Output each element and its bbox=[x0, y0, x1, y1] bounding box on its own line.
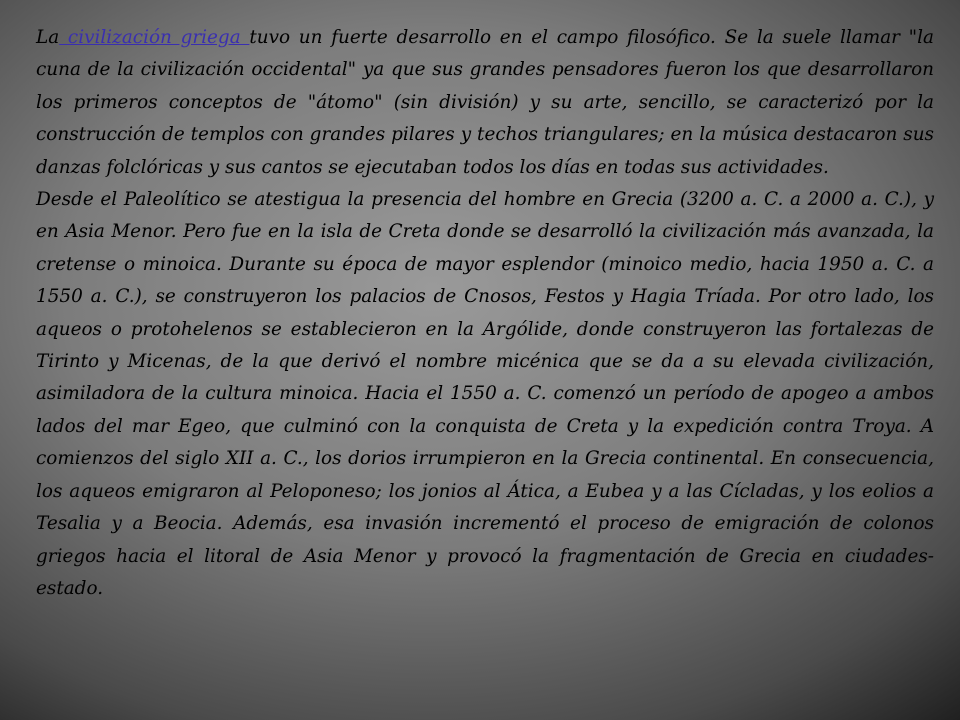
slide-body-text bbox=[36, 22, 934, 605]
civilizacion-griega-link[interactable]: civilización griega bbox=[59, 27, 250, 48]
paragraph1-intro: La bbox=[36, 27, 60, 48]
paragraph-greek-civilization bbox=[36, 22, 934, 184]
paragraph-greek-history bbox=[36, 184, 934, 605]
paragraph2-body: Desde el Paleolítico se atestigua la presencia del hombre en Grecia (3200 a. C. a 2000 a. C.), y en Asia Menor. Pero fue en la isla de Creta donde se desarrolló la civilización más avanzada, la cretense o minoica. Durante su época de mayor esplendor (minoico medio, hacia 1950 a. C. a 1550 a. C.), se construyeron los palacios de Cnosos, Festos y Hagia Tríada. Por otro lado, los aqueos o protohelenos se establecieron en la Argólide, donde construyeron las fortalezas de Tirinto y Micenas, de la que derivó el nombre micénica que se da a su elevada civilización, asimiladora de la cultura minoica. Hacia el 1550 a. C. comenzó un período de apogeo a ambos lados del mar Egeo, que culminó con la conquista de Creta y la expedición contra Troya. A comienzos del siglo XII a. C., los dorios irrumpieron en la Grecia continental. En consecuencia, los aqueos emigraron al Peloponeso; los jonios al Ática, a Eubea y a las Cícladas, y los eolios a Tesalia y a Beocia. Además, esa invasión incrementó el proceso de emigración de colonos griegos hacia el litoral de Asia Menor y provocó la fragmentación de Grecia en ciudades-estado. bbox=[36, 189, 934, 599]
paragraph1-body: tuvo un fuerte desarrollo en el campo filosófico. Se la suele llamar "la cuna de la civilización occidental" ya que sus grandes pensadores fueron los que desarrollaron los primeros conceptos de "átomo" (sin división) y su arte, sencillo, se caracterizó por la construcción de templos con grandes pilares y techos triangulares; en la música destacaron sus danzas folclóricas y sus cantos se ejecutaban todos los días en todas sus actividades. bbox=[36, 27, 934, 178]
